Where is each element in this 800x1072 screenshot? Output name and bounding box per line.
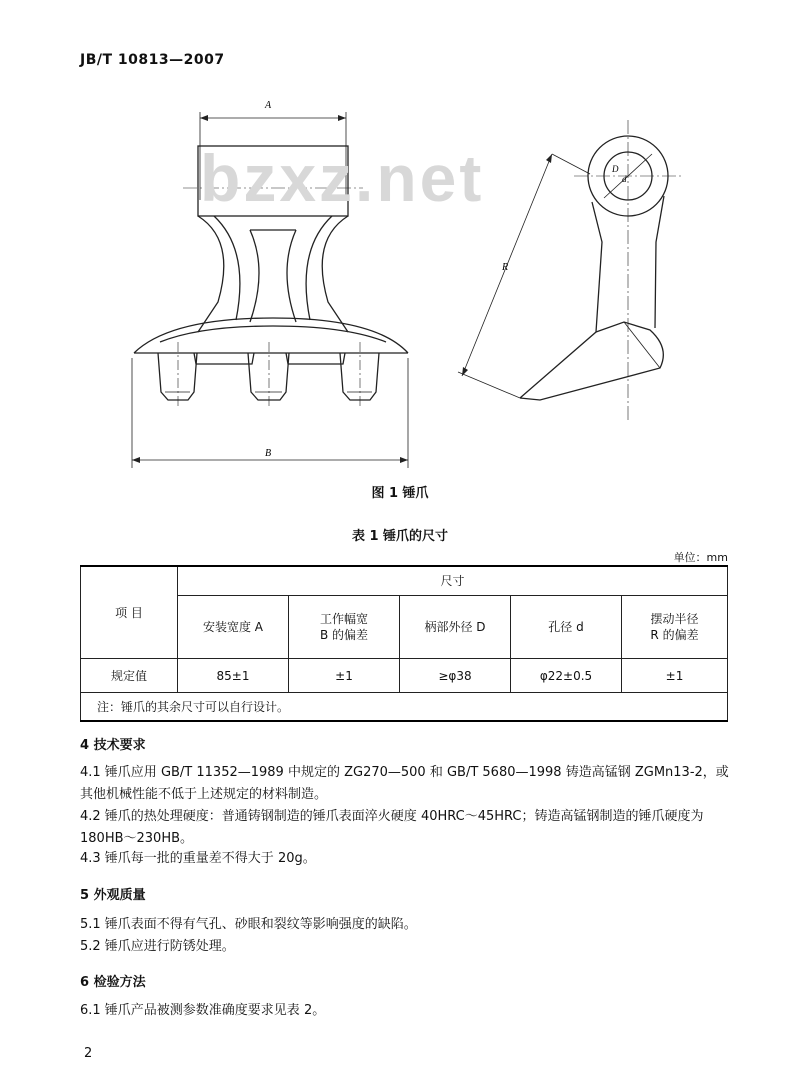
paragraph: 5.2 锤爪应进行防锈处理。 [80, 939, 235, 954]
row-label: 规定值 [81, 659, 178, 693]
figure-caption: 图 1 锤爪 [371, 486, 429, 501]
dim-label-a: A [264, 100, 272, 111]
watermark: bzxz.net [200, 141, 485, 215]
section-title: 5 外观质量 [80, 888, 146, 903]
dimension-table [80, 565, 728, 722]
dim-label-d-outer: D [612, 164, 619, 174]
paragraph: 5.1 锤爪表面不得有气孔、砂眼和裂纹等影响强度的缺陷。 [80, 917, 417, 932]
paragraph: 4.3 锤爪每一批的重量差不得大于 20g。 [80, 851, 316, 866]
table-caption: 表 1 锤爪的尺寸 [351, 529, 449, 544]
table-note: 注：锤爪的其余尺寸可以自行设计。 [81, 693, 728, 722]
side-view [458, 120, 682, 420]
paragraph: 6.1 锤爪产品被测参数准确度要求见表 2。 [80, 1003, 326, 1018]
standard-code: JB/T 10813—2007 [80, 52, 225, 68]
column-header: 工作幅宽 B 的偏差 [289, 596, 400, 659]
dim-label-d-inner: d [622, 174, 627, 184]
page-number: 2 [84, 1046, 93, 1061]
dim-label-b: B [264, 448, 272, 459]
dim-label-r: R [502, 262, 509, 273]
table-cell: ±1 [289, 659, 400, 693]
section-title: 4 技术要求 [80, 738, 146, 753]
table-cell: φ22±0.5 [511, 659, 622, 693]
paragraph: 4.2 锤爪的热处理硬度：普通铸钢制造的锤爪表面淬火硬度 40HRC～45HRC；铸造高锰钢制造的锤爪硬度为 180HB～230HB。 [80, 809, 704, 846]
dimension-header: 尺寸 [178, 566, 728, 596]
table-cell: ±1 [622, 659, 728, 693]
column-header: 摆动半径 R 的偏差 [622, 596, 728, 659]
column-header: 孔径 d [511, 596, 622, 659]
table-cell: ≥φ38 [400, 659, 511, 693]
unit-label: 单位：mm [673, 551, 728, 564]
item-header: 项 目 [81, 566, 178, 659]
column-header: 柄部外径 D [400, 596, 511, 659]
section-title: 6 检验方法 [80, 975, 146, 990]
column-header: 安装宽度 A [178, 596, 289, 659]
table-cell: 85±1 [178, 659, 289, 693]
paragraph: 4.1 锤爪应用 GB/T 11352—1989 中规定的 ZG270—500 和 GB/T 5680—1998 铸造高锰钢 ZGMn13-2，或其他机械性能不低于上述规定的材料制造。 [80, 765, 729, 802]
